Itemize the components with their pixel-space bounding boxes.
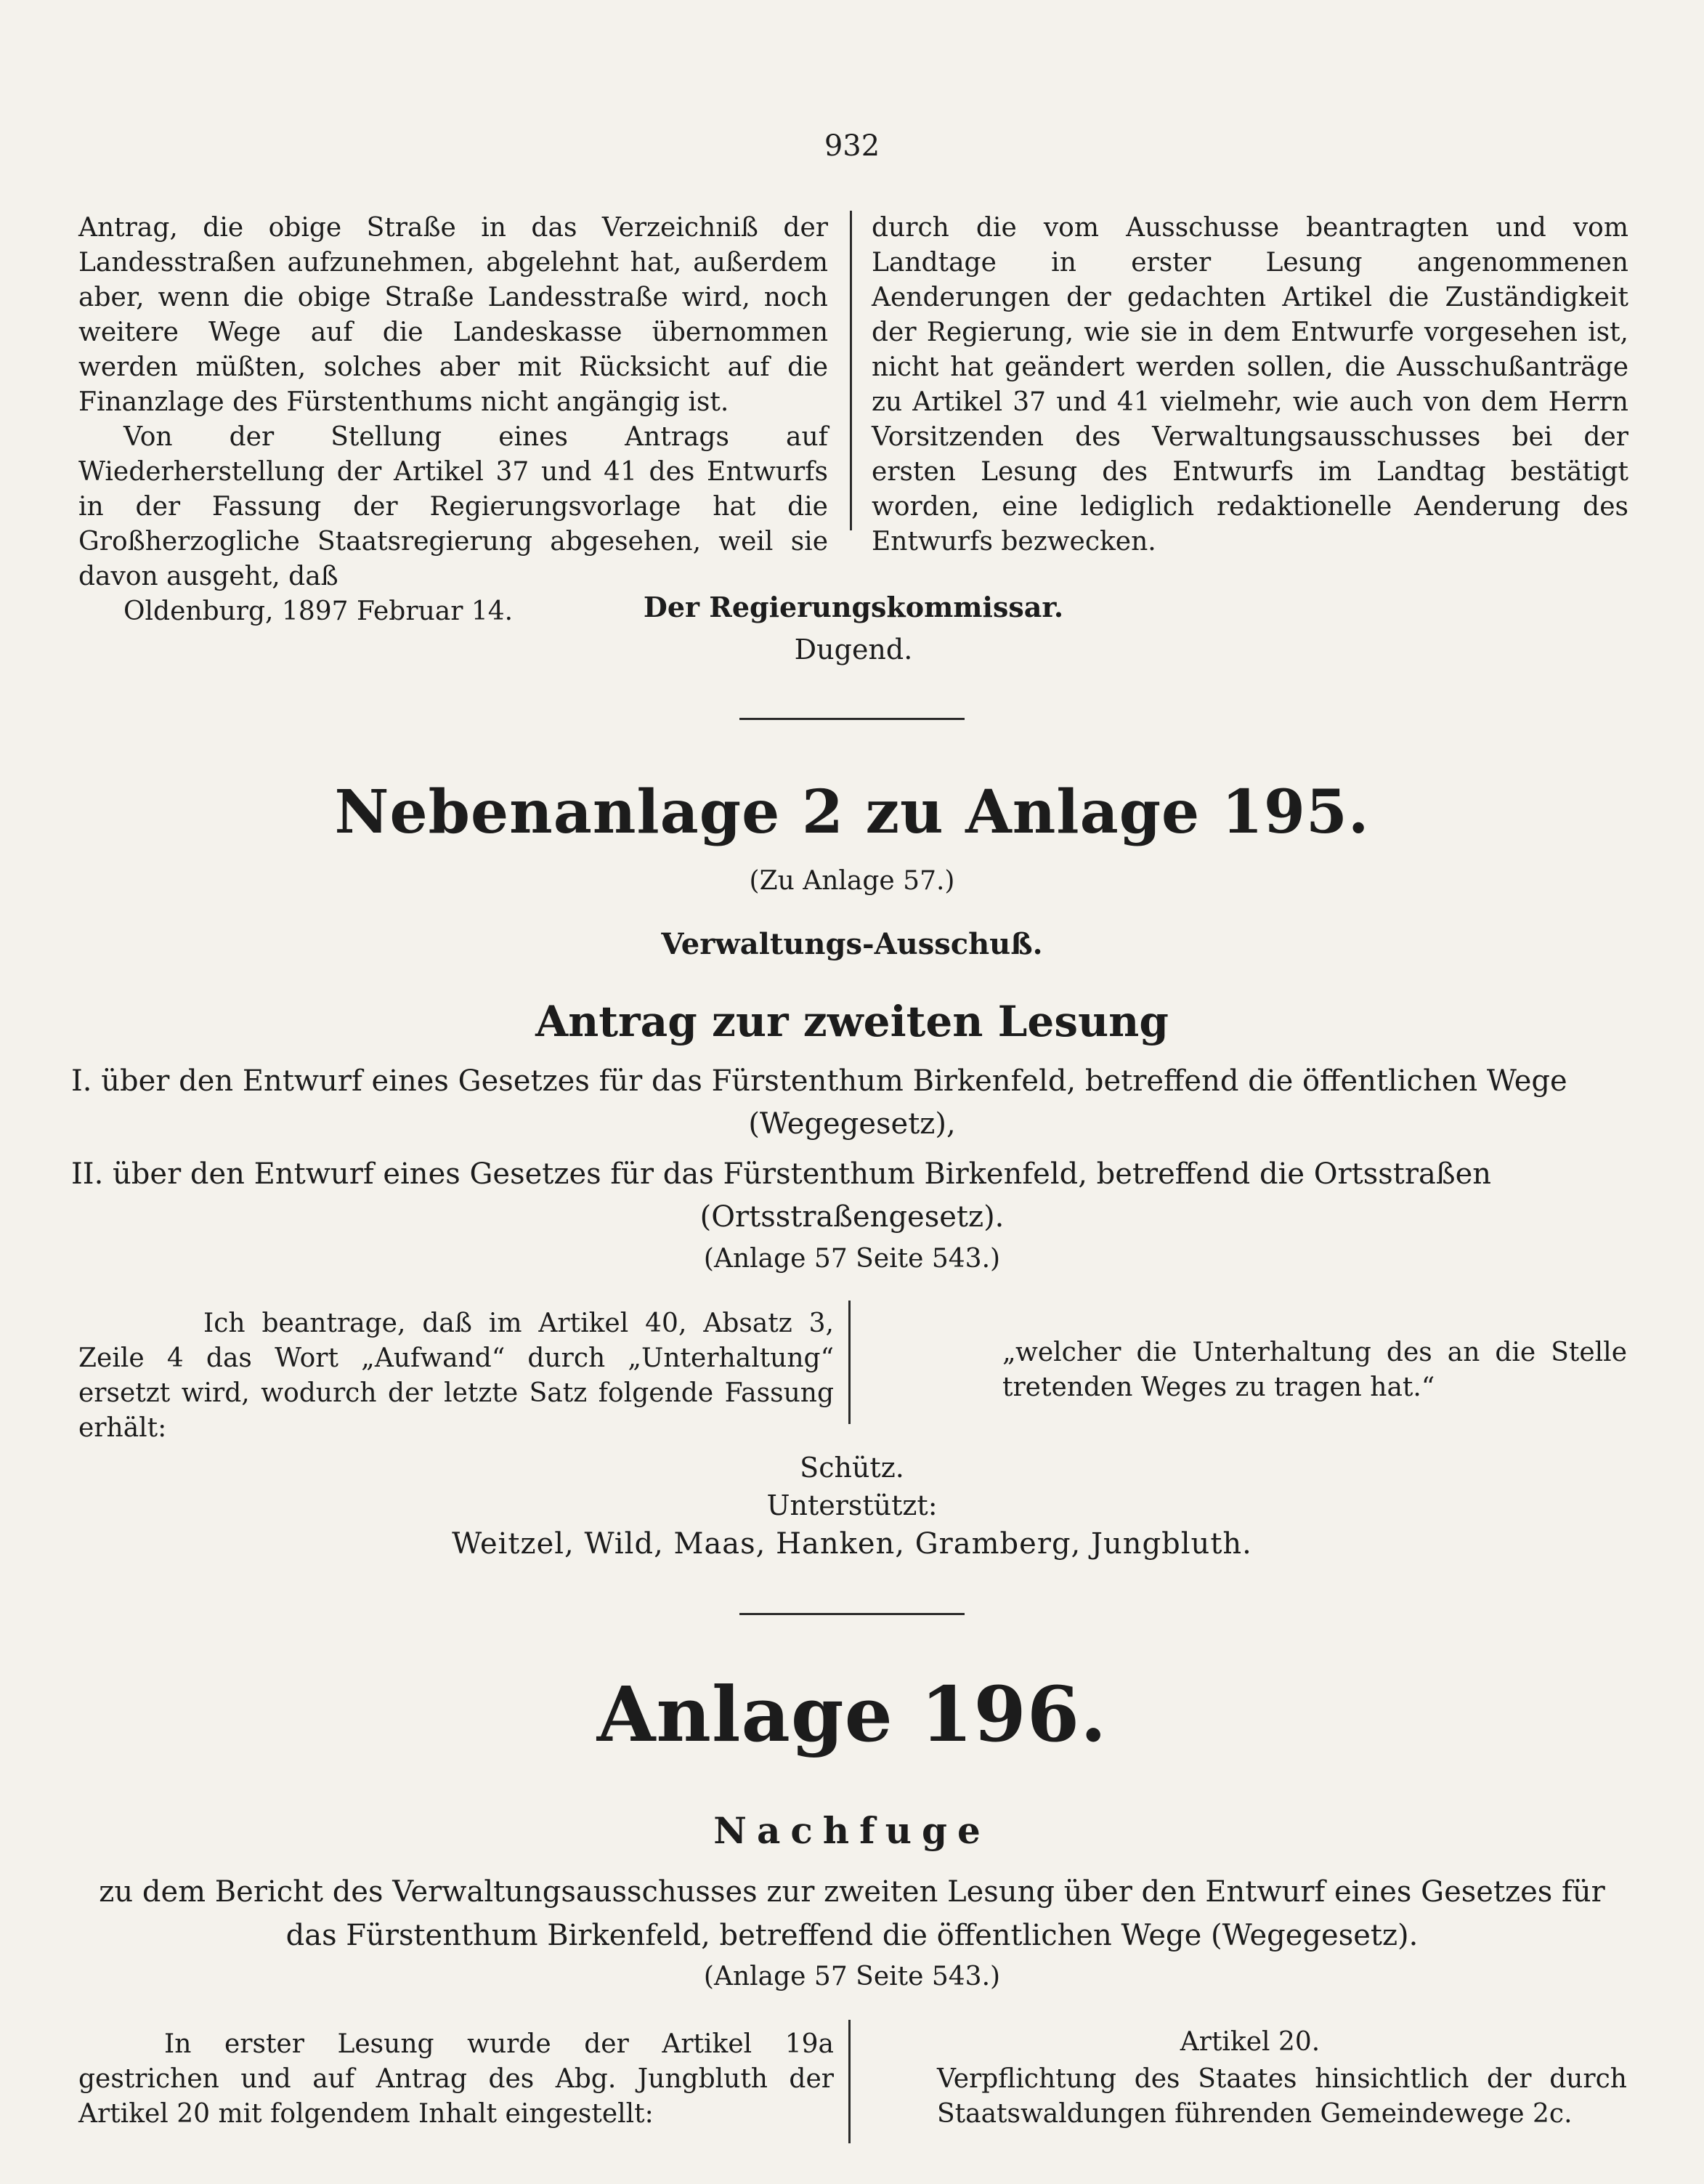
addendum-subtitle-line-1: zu dem Bericht des Verwaltungsausschusses zur zweiten Lesung über den Entwurf eines Gesetzes für bbox=[99, 1875, 1605, 1909]
section-divider bbox=[739, 1613, 965, 1615]
committee-name: Verwaltungs-Ausschuß. bbox=[661, 927, 1043, 961]
supported-label: Unterstützt: bbox=[766, 1489, 938, 1521]
left-column-top bbox=[78, 211, 828, 629]
motion-right-text: „welcher die Unterhaltung des an die Stelle tretenden Weges zu tragen hat.“ bbox=[1002, 1338, 1627, 1402]
section-reference: (Zu Anlage 57.) bbox=[749, 866, 955, 896]
paragraph: Antrag, die obige Straße in das Verzeichniß der Landesstraßen aufzunehmen, abgelehnt hat, außerdem aber, wenn die obige Straße Landesstraße wird, noch weitere Wege auf die Landeskasse übernommen werden müßten, solches aber mit Rücksicht auf die Finanzlage des Fürstenthums nicht angängig ist. bbox=[78, 213, 828, 417]
motion-left-text: Ich beantrage, daß im Artikel 40, Absatz 3, Zeile 4 das Wort „Aufwand“ durch „Unterhaltung“ ersetzt wird, wodurch der letzte Satz folgende Fassung erhält: bbox=[78, 1309, 834, 1443]
motion-item-2: II. über den Entwurf eines Gesetzes für das Fürstenthum Birkenfeld, betreffend die Ortsstraßen bbox=[71, 1157, 1491, 1191]
addendum-heading: Nachfuge bbox=[713, 1809, 991, 1852]
page-number: 932 bbox=[824, 129, 880, 163]
section-divider bbox=[739, 718, 965, 720]
addendum-left-text: In erster Lesung wurde der Artikel 19a gestrichen und auf Antrag des Abg. Jungbluth der Artikel 20 mit folgendem Inhalt eingestellt: bbox=[78, 2029, 834, 2129]
column-divider bbox=[848, 2020, 851, 2143]
article-text: Verpflichtung des Staates hinsichtlich der durch Staatswaldungen führenden Gemeindewege 2c. bbox=[937, 2064, 1627, 2129]
motion-reference: (Anlage 57 Seite 543.) bbox=[703, 1244, 1001, 1274]
column-divider bbox=[850, 211, 852, 530]
signature-role: Der Regierungskommissar. bbox=[643, 591, 1064, 623]
column-divider bbox=[848, 1301, 851, 1424]
signer: Schütz. bbox=[800, 1452, 904, 1484]
addendum-reference: (Anlage 57 Seite 543.) bbox=[703, 1962, 1001, 1991]
paragraph: Von der Stellung eines Antrags auf Wiederherstellung der Artikel 37 und 41 des Entwurfs in der Fassung der Regierungsvorlage hat die Großherzogliche Staatsregierung abgesehen, weil sie davon ausgeht, daß bbox=[78, 422, 828, 591]
motion-item-1-short: (Wegegesetz), bbox=[748, 1107, 956, 1141]
section-title: Anlage 196. bbox=[596, 1670, 1108, 1759]
signature-name: Dugend. bbox=[794, 634, 913, 666]
article-title: Artikel 20. bbox=[1180, 2027, 1320, 2057]
section-title: Nebenanlage 2 zu Anlage 195. bbox=[334, 777, 1370, 847]
paragraph: durch die vom Ausschusse beantragten und vom Landtage in erster Lesung angenommenen Aenderungen der gedachten Artikel die Zuständigkeit der Regierung, wie sie in dem Entwurfe vorgesehen ist, nicht hat geändert werden sollen, die Ausschußanträge zu Artikel 37 und 41 vielmehr, wie auch von dem Herrn Vorsitzenden des Verwaltungsausschusses bei der ersten Lesung des Entwurfs im Landtag bestätigt worden, eine lediglich redaktionelle Aenderung des Entwurfs bezwecken. bbox=[872, 213, 1628, 557]
supporters: Weitzel, Wild, Maas, Hanken, Gramberg, Jungbluth. bbox=[452, 1527, 1252, 1561]
motion-item-1: I. über den Entwurf eines Gesetzes für das Fürstenthum Birkenfeld, betreffend die öffentlichen Wege bbox=[71, 1064, 1567, 1098]
right-column-top bbox=[872, 211, 1628, 559]
motion-heading: Antrag zur zweiten Lesung bbox=[535, 997, 1169, 1046]
addendum-subtitle-line-2: das Fürstenthum Birkenfeld, betreffend die öffentlichen Wege (Wegegesetz). bbox=[285, 1919, 1419, 1952]
motion-item-2-short: (Ortsstraßengesetz). bbox=[699, 1200, 1005, 1234]
place-date: Oldenburg, 1897 Februar 14. bbox=[123, 596, 514, 626]
